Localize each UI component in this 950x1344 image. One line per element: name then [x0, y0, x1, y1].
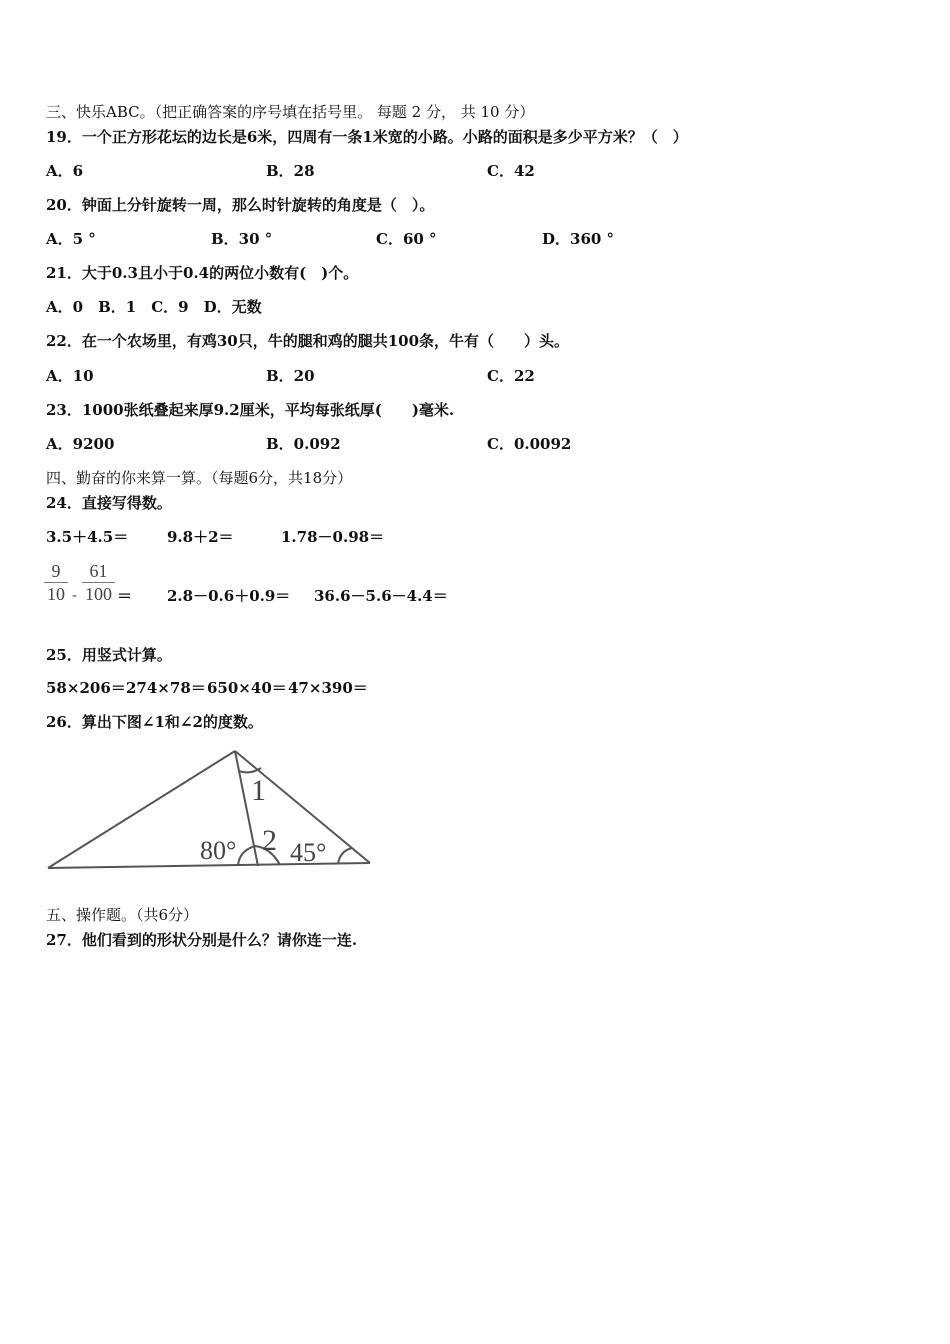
q23-option-b: B．0.092	[266, 435, 341, 453]
q24-item-1: 3.5＋4.5＝	[46, 528, 129, 546]
q19-option-b: B．28	[266, 162, 315, 180]
q19-option-c: C．42	[487, 162, 535, 180]
angle-45-arc	[338, 848, 352, 864]
q19-option-a: A．6	[46, 162, 84, 180]
question-21: 21．大于0.3且小于0.4的两位小数有( )个。	[46, 264, 359, 282]
q24-item-5: 2.8－0.6＋0.9＝	[167, 587, 291, 605]
fraction-equals: ＝	[117, 587, 133, 605]
angle-1-label: 1	[251, 774, 266, 807]
q24-item-3: 1.78－0.98＝	[281, 528, 385, 546]
question-23: 23．1000张纸叠起来厚9.2厘米，平均每张纸厚( )毫米.	[46, 401, 455, 419]
q22-option-b: B．20	[266, 367, 315, 385]
fraction-61-100	[82, 560, 115, 605]
fraction-numerator: 61	[89, 561, 108, 581]
q20-option-a: A．5 °	[46, 230, 96, 248]
angle-45-label: 45°	[290, 838, 327, 867]
section5-heading: 五、操作题。（共6分）	[46, 906, 199, 924]
q20-option-d: D．360 °	[542, 230, 615, 248]
question-25: 25．用竖式计算。	[46, 646, 172, 664]
q20-option-c: C．60 °	[376, 230, 437, 248]
angle-2-label: 2	[262, 824, 277, 857]
q24-item-2: 9.8＋2＝	[167, 528, 234, 546]
q22-option-c: C．22	[487, 367, 535, 385]
question-26: 26．算出下图∠1和∠2的度数。	[46, 713, 263, 731]
section3-heading: 三、快乐ABC。（把正确答案的序号填在括号里。 每题 2 分， 共 10 分）	[46, 103, 535, 121]
question-24: 24．直接写得数。	[46, 494, 172, 512]
q25-item-2: 274×78＝	[126, 679, 206, 697]
q20-option-b: B．30 °	[211, 230, 273, 248]
triangle-figure	[40, 742, 380, 876]
fraction-numerator: 9	[51, 561, 61, 581]
angle-80-label: 80°	[200, 836, 237, 865]
angle-80-arc	[238, 846, 255, 866]
q24-item-6: 36.6－5.6－4.4＝	[314, 587, 448, 605]
fraction-denominator: 100	[85, 584, 112, 604]
q25-item-1: 58×206＝	[46, 679, 126, 697]
section4-heading: 四、勤奋的你来算一算。（每题6分，共18分）	[46, 469, 353, 487]
question-27: 27．他们看到的形状分别是什么？请你连一连.	[46, 931, 358, 949]
fraction-9-10	[44, 560, 68, 605]
q23-option-c: C．0.0092	[487, 435, 572, 453]
fraction-minus: -	[72, 586, 78, 604]
question-20: 20．钟面上分针旋转一周，那么时针旋转的角度是（ ）。	[46, 196, 435, 214]
fraction-denominator: 10	[47, 584, 65, 604]
q23-option-a: A．9200	[46, 435, 115, 453]
question-22: 22．在一个农场里，有鸡30只，牛的腿和鸡的腿共100条，牛有（ ）头。	[46, 332, 570, 350]
q25-item-3: 650×40＝	[207, 679, 287, 697]
q22-option-a: A．10	[46, 367, 94, 385]
q25-item-4: 47×390＝	[288, 679, 368, 697]
q21-options: A．0 B．1 C．9 D．无数	[46, 298, 262, 316]
question-19: 19．一个正方形花坛的边长是6米，四周有一条1米宽的小路。小路的面积是多少平方米？（ ）	[46, 128, 688, 146]
